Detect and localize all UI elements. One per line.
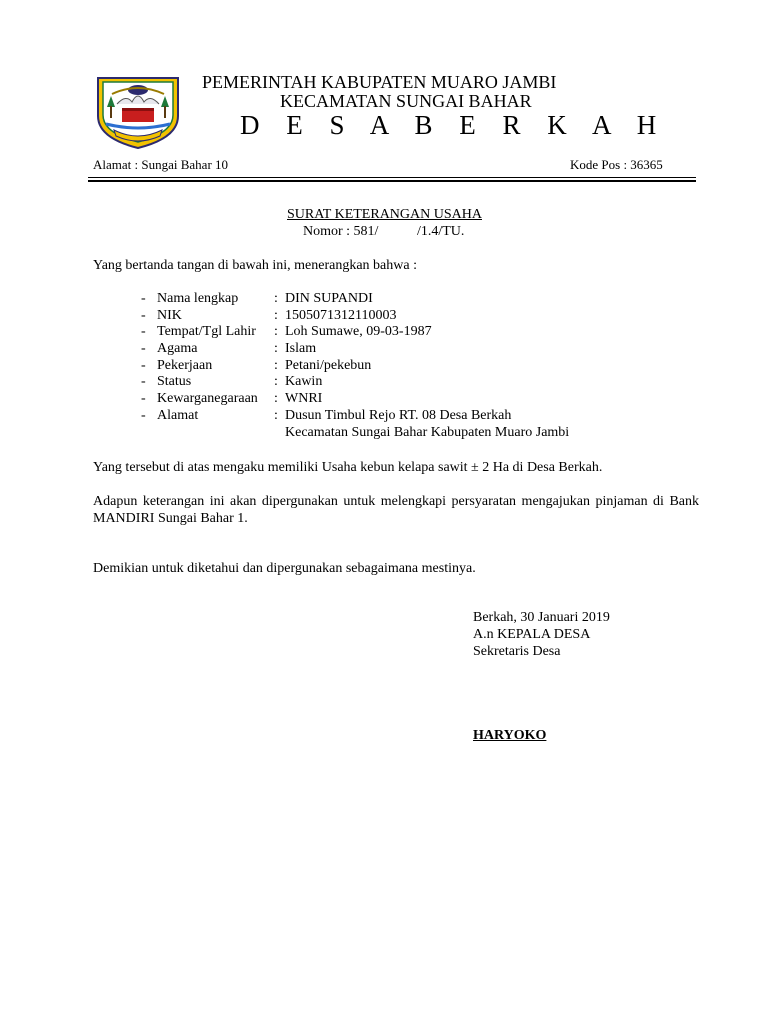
detail-label: Status [157,374,192,390]
detail-colon: : [274,291,278,306]
bullet-dash: - [141,374,146,390]
bullet-dash: - [141,341,146,357]
business-statement: Yang tersebut di atas mengaku memiliki Usaha kebun kelapa sawit ± 2 Ha di Desa Berkah. [93,460,603,475]
detail-row [0,374,768,391]
office-address: Alamat : Sungai Bahar 10 [93,157,229,172]
purpose-statement: Adapun keterangan ini akan dipergunakan untuk melengkapi persyaratan mengajukan pinjaman di Bank MANDIRI Sungai Bahar 1. [93,494,699,526]
detail-label: Pekerjaan [157,357,213,373]
signature-position: Sekretaris Desa [473,644,561,659]
detail-colon: : [274,341,278,357]
signature-place-date: Berkah, 30 Januari 2019 [473,610,610,625]
detail-colon: : [274,357,278,373]
detail-label: Nama lengkap [157,291,239,306]
header-divider-thick [88,180,696,182]
letterhead-government: PEMERINTAH KABUPATEN MUARO JAMBI [202,72,557,92]
header-divider-thin [88,177,696,178]
detail-label: Alamat [157,407,199,423]
postal-code: Kode Pos : 36365 [570,157,663,172]
bullet-dash: - [141,324,146,340]
detail-value: Dusun Timbul Rejo RT. 08 Desa Berkah [285,407,512,423]
detail-row [0,324,768,341]
intro-text: Yang bertanda tangan di bawah ini, menerangkan bahwa : [93,258,417,273]
detail-value: WNRI [285,391,323,407]
detail-row [0,341,768,358]
detail-row-continuation [0,425,768,442]
detail-value: 1505071312110003 [285,307,397,323]
signatory-name: HARYOKO [473,728,547,743]
detail-label: Agama [157,341,198,357]
detail-value: Kawin [285,374,323,390]
bullet-dash: - [141,391,146,407]
signature-on-behalf: A.n KEPALA DESA [473,627,591,642]
detail-value: Loh Sumawe, 09-03-1987 [285,324,432,340]
personal-details-list [0,291,768,441]
bullet-dash: - [141,307,146,323]
address-continuation: Kecamatan Sungai Bahar Kabupaten Muaro Jambi [285,424,570,440]
detail-label: Tempat/Tgl Lahir [157,324,256,340]
detail-colon: : [274,374,278,390]
detail-colon: : [274,307,278,323]
document-number: Nomor : 581/ /1.4/TU. [303,224,465,239]
detail-row [0,408,768,425]
bullet-dash: - [141,407,146,423]
detail-colon: : [274,391,278,407]
detail-value: Petani/pekebun [285,357,372,373]
regency-emblem-icon [92,72,184,150]
letterhead-village: D E S A B E R K A H [240,110,667,140]
detail-value: DIN SUPANDI [285,291,373,306]
detail-row [0,291,768,308]
detail-row [0,308,768,325]
closing-statement: Demikian untuk diketahui dan dipergunakan sebagaimana mestinya. [93,561,476,576]
detail-colon: : [274,407,278,423]
detail-label: Kewarganegaraan [157,391,258,407]
detail-value: Islam [285,341,317,357]
detail-label: NIK [157,307,182,323]
detail-row [0,391,768,408]
bullet-dash: - [141,291,146,306]
document-title: SURAT KETERANGAN USAHA [287,207,482,222]
letterhead-district: KECAMATAN SUNGAI BAHAR [280,91,532,111]
bullet-dash: - [141,357,146,373]
detail-colon: : [274,324,278,340]
detail-row [0,358,768,375]
